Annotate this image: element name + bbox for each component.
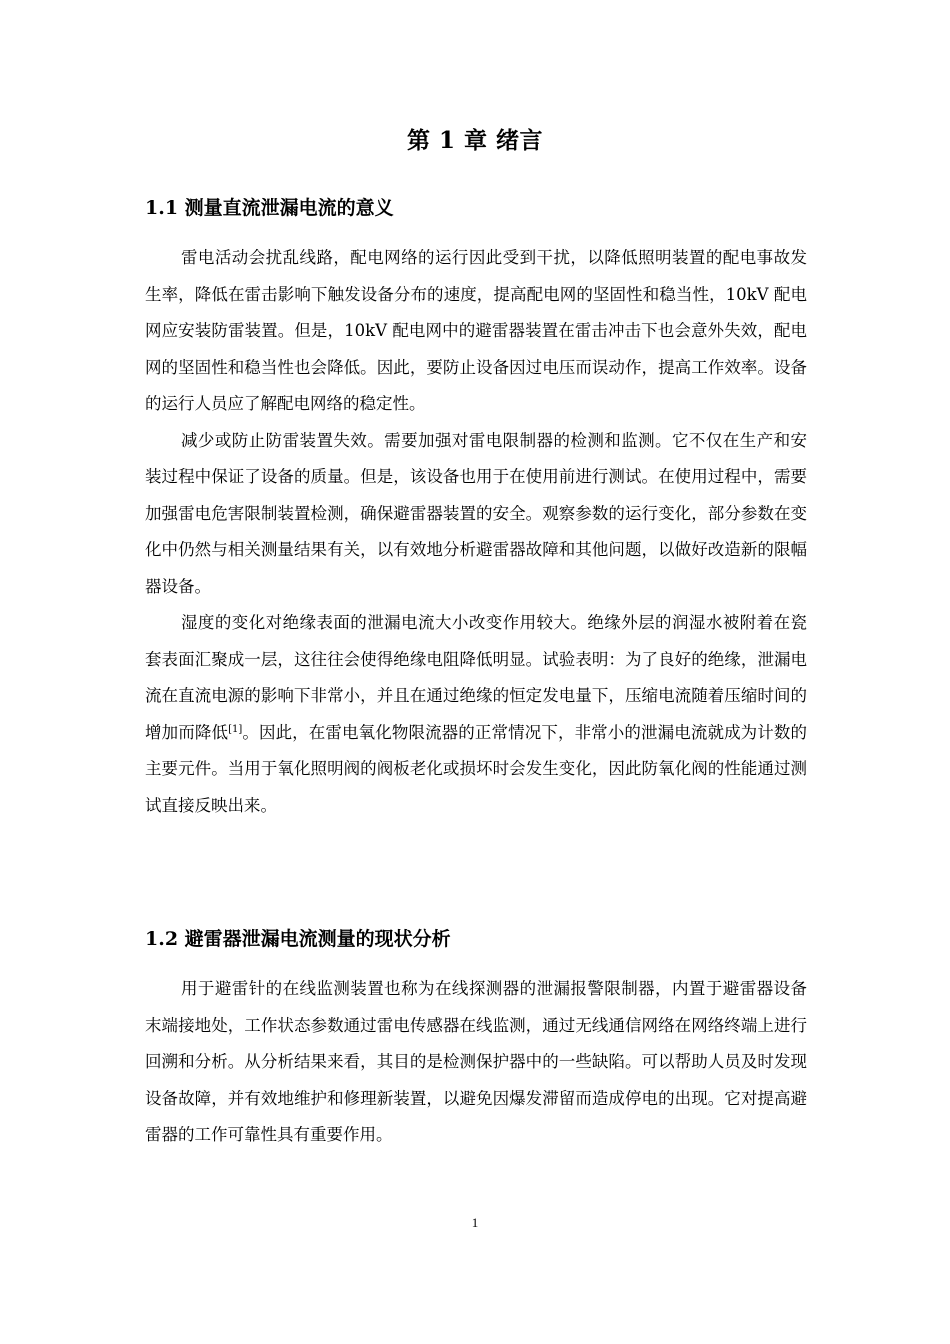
section-heading-1-1: 1.1 测量直流泄漏电流的意义 bbox=[145, 197, 394, 219]
section-heading-1-2: 1.2 避雷器泄漏电流测量的现状分析 bbox=[145, 928, 451, 950]
section-body-1-2 bbox=[145, 971, 807, 1154]
paragraph-with-citation bbox=[145, 605, 807, 824]
chapter-title: 第 1 章 绪言 bbox=[406, 127, 544, 154]
citation-reference[interactable]: [1] bbox=[228, 723, 243, 735]
paragraph: 减少或防止防雷装置失效。需要加强对雷电限制器的检测和监测。它不仅在生产和安装过程中保证了设备的质量。但是，该设备也用于在使用前进行测试。在使用过程中，需要加强雷电危害限制装置检测，确保避雷器装置的安全。观察参数的运行变化，部分参数在变化中仍然与相关测量结果有关，以有效地分析避雷器故障和其他问题，以做好改造新的限幅器设备。 bbox=[145, 430, 807, 596]
paragraph-text: 湿度的变化对绝缘表面的泄漏电流大小改变作用较大。绝缘外层的润湿水被附着在瓷套表面汇聚成一层，这往往会使得绝缘电阻降低明显。试验表明：为了良好的绝缘，泄漏电流在直流电源的影响下非常小，并且在通过绝缘的恒定发电量下，压缩电流随着压缩时间的增加而降低 bbox=[145, 613, 807, 742]
section-body-1-1 bbox=[145, 240, 807, 824]
page-number: 1 bbox=[471, 1215, 479, 1230]
paragraph: 雷电活动会扰乱线路，配电网络的运行因此受到干扰，以降低照明装置的配电事故发生率，降低在雷击影响下触发设备分布的速度，提高配电网的坚固性和稳当性，10kV 配电网应安装防雷装置。但是，10kV 配电网中的避雷器装置在雷击冲击下也会意外失效，配电网的坚固性和稳当性也会降低。因此，要防止设备因过电压而误动作，提高工作效率。设备的运行人员应了解配电网络的稳定性。 bbox=[145, 248, 807, 413]
paragraph: 用于避雷针的在线监测装置也称为在线探测器的泄漏报警限制器，内置于避雷器设备末端接地处，工作状态参数通过雷电传感器在线监测，通过无线通信网络在网络终端上进行回溯和分析。从分析结果来看，其目的是检测保护器中的一些缺陷。可以帮助人员及时发现设备故障，并有效地维护和修理新装置，以避免因爆发滞留而造成停电的出现。它对提高避雷器的工作可靠性具有重要作用。 bbox=[145, 979, 807, 1144]
paragraph-text: 。因此，在雷电氧化物限流器的正常情况下，非常小的泄漏电流就成为计数的主要元件。当用于氧化照明阀的阀板老化或损坏时会发生变化，因此防氧化阀的性能通过测试直接反映出来。 bbox=[145, 722, 808, 815]
